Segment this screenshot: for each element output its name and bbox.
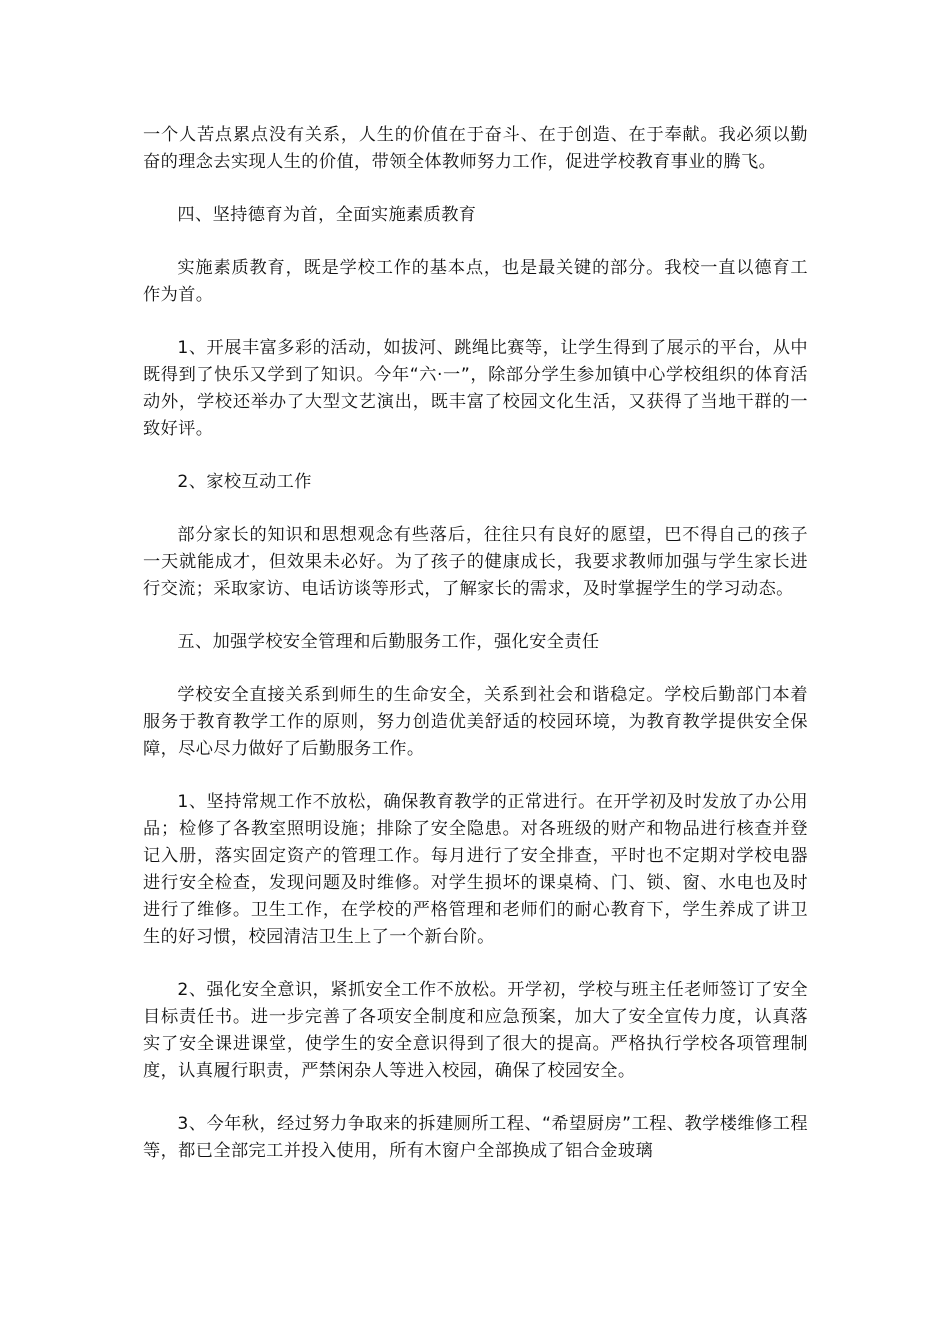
paragraph-safety-awareness: 2、强化安全意识，紧抓安全工作不放松。开学初，学校与班主任老师签订了安全目标责任书。进一步完善了各项安全制度和应急预案，加大了安全宣传力度，认真落实了安全课进课堂，使学生的安全意识得到了很大的提高。严格执行学校各项管理制度，认真履行职责，严禁闲杂人等进入校园，确保了校园安全。	[143, 980, 808, 1081]
paragraph-parents: 部分家长的知识和思想观念有些落后，往往只有良好的愿望，巴不得自己的孩子一天就能成才，但效果未必好。为了孩子的健康成长，我要求教师加强与学生家长进行交流；采取家访、电话访谈等形式，了解家长的需求，及时掌握学生的学习动态。	[143, 525, 808, 599]
paragraph-construction: 3、今年秋，经过努力争取来的拆建厕所工程、“希望厨房”工程、教学楼维修工程等，都已全部完工并投入使用，所有木窗户全部换成了铝合金玻璃	[143, 1114, 808, 1161]
paragraph-routine-work: 1、坚持常规工作不放松，确保教育教学的正常进行。在开学初及时发放了办公用品；检修了各教室照明设施；排除了安全隐患。对各班级的财产和物品进行核查并登记入册，落实固定资产的管理工作。每月进行了安全排查，平时也不定期对学校电器进行安全检查，发现问题及时维修。对学生损坏的课桌椅、门、锁、窗、水电也及时进行了维修。卫生工作，在学校的严格管理和老师们的耐心教育下，学生养成了讲卫生的好习惯，校园清洁卫生上了一个新台阶。	[143, 792, 808, 947]
section-heading-five: 五、加强学校安全管理和后勤服务工作，强化安全责任	[177, 632, 600, 652]
subheading-home-school: 2、家校互动工作	[177, 472, 312, 492]
paragraph-activities: 1、开展丰富多彩的活动，如拔河、跳绳比赛等，让学生得到了展示的平台，从中既得到了快乐又学到了知识。今年“六·一”，除部分学生参加镇中心学校组织的体育活动外，学校还举办了大型文艺演出，既丰富了校园文化生活，又获得了当地干群的一致好评。	[143, 338, 808, 439]
section-heading-four: 四、坚持德育为首，全面实施素质教育	[177, 205, 477, 225]
paragraph-continuation: 一个人苦点累点没有关系，人生的价值在于奋斗、在于创造、在于奉献。我必须以勤奋的理念去实现人生的价值，带领全体教师努力工作，促进学校教育事业的腾飞。	[143, 125, 808, 172]
paragraph-quality-education: 实施素质教育，既是学校工作的基本点，也是最关键的部分。我校一直以德育工作为首。	[143, 258, 808, 305]
document-page	[143, 122, 808, 1165]
paragraph-safety-intro: 学校安全直接关系到师生的生命安全，关系到社会和谐稳定。学校后勤部门本着服务于教育教学工作的原则，努力创造优美舒适的校园环境，为教育教学提供安全保障，尽心尽力做好了后勤服务工作。	[143, 685, 808, 759]
